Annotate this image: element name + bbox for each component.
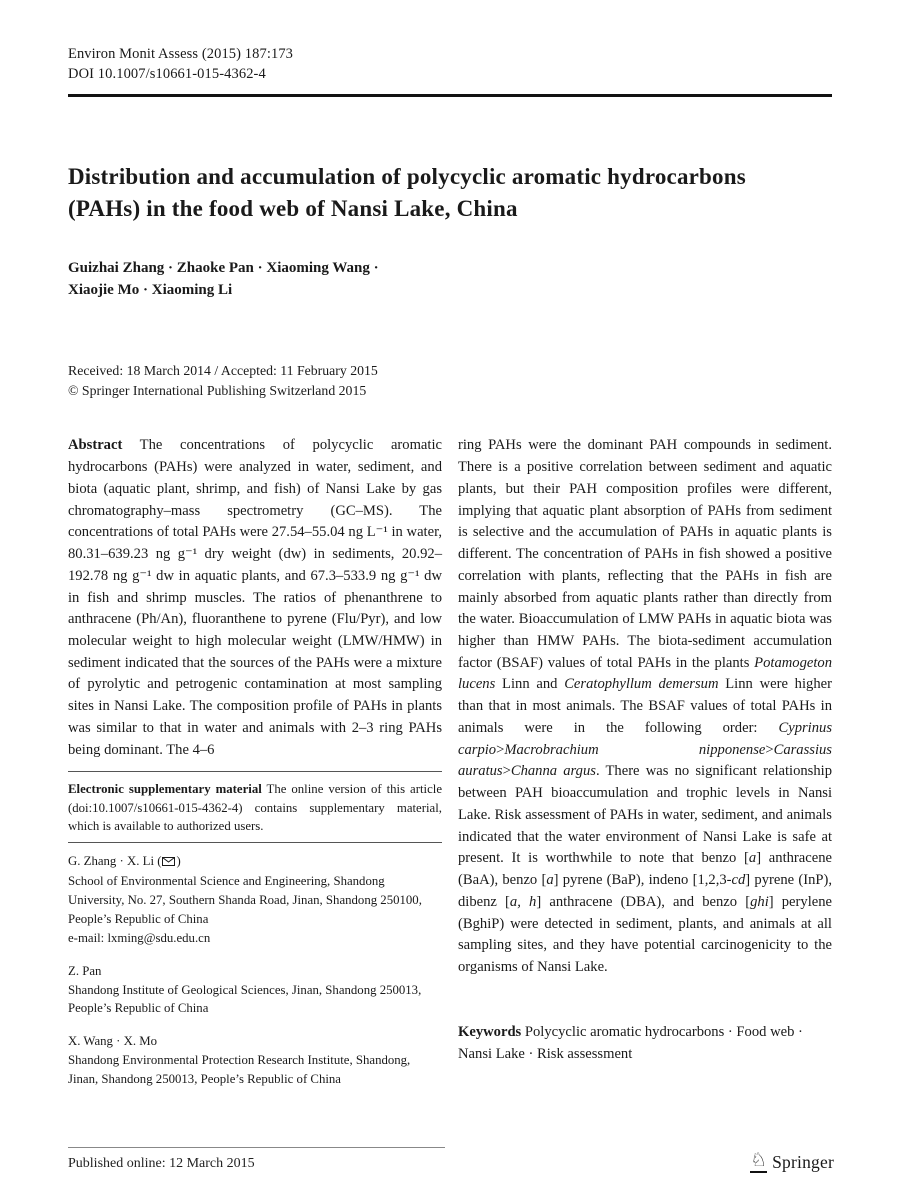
keywords-paragraph: Keywords Polycyclic aromatic hydrocarbons · Food web · Nansi Lake · Risk assessment: [458, 1023, 803, 1062]
journal-citation: Environ Monit Assess (2015) 187:173: [68, 46, 294, 62]
affiliation-1-email: e-mail: lxming@sdu.edu.cn: [68, 930, 211, 945]
received-accepted-line: Received: 18 March 2014 / Accepted: 11 February 2015: [68, 363, 378, 379]
right-column: [458, 435, 832, 1103]
article-title: Distribution and accumulation of polycyclic aromatic hydrocarbons (PAHs) in the food web of Nansi Lake, China: [68, 163, 746, 222]
affiliation-3-address: Shandong Environmental Protection Research Institute, Shandong, Jinan, Shandong 250013, People’s Republic of China: [68, 1053, 411, 1087]
left-column: [68, 435, 442, 1103]
affiliation-1-address: School of Environmental Science and Engineering, Shandong University, No. 27, Southern Shanda Road, Jinan, Shandong 250100, People’s Republic of China: [68, 873, 422, 926]
article-history: [68, 361, 832, 401]
affiliation-1-names-text: G. Zhang · X. Li (: [68, 853, 162, 868]
supplementary-material-note: Electronic supplementary material The online version of this article (doi:10.1007/s10661-015-4362-4) contains supplementary material, which is available to authorized users.: [68, 782, 443, 833]
affiliation-1-names-close: ): [176, 853, 181, 868]
copyright-line: © Springer International Publishing Switzerland 2015: [68, 383, 367, 399]
authors-line-1: Guizhai Zhang · Zhaoke Pan · Xiaoming Wang ·: [68, 259, 379, 276]
affiliations: [68, 852, 442, 1089]
springer-logo: [750, 1151, 834, 1173]
header-rule: [68, 94, 832, 97]
affiliation-2-names: Z. Pan: [68, 963, 102, 978]
envelope-icon: [162, 853, 175, 872]
affiliation-1-names: [68, 852, 442, 872]
affiliation-3-names: X. Wang · X. Mo: [68, 1034, 158, 1049]
affiliation-2-address: Shandong Institute of Geological Sciences, Jinan, Shandong 250013, People’s Republic of China: [68, 982, 422, 1016]
two-column-body: [68, 435, 832, 1103]
doi-line: DOI 10.1007/s10661-015-4362-4: [68, 66, 266, 83]
affiliation-1: [68, 852, 442, 948]
footnote-rule-bottom: [68, 842, 442, 843]
springer-knight-icon: ♘: [750, 1149, 768, 1171]
abstract-continued-paragraph: ring PAHs were the dominant PAH compounds in sediment. There is a positive correlation between sediment and aquatic plants, but their PAH composition profiles were different, implying that aquatic plant absorption of PAHs from sediment is selective and the accumulation of PAHs in aquatic plants is different. The concentration of PAHs in fish showed a positive correlation with plants, reflecting that the PAHs in fish are mainly absorbed from aquatic plants rather than directly from the water. Bioaccumulation of LMW PAHs in aquatic biota was higher than HMW PAHs. The biota-sediment accumulation factor (BSAF) values of total PAHs in the plants Potamogeton lucens Linn and Ceratophyllum demersum Linn were higher than that in most animals. The BSAF values of total PAHs in animals were in the following order: Cyprinus carpio>Macrobrachium nipponense>Carassius auratus>Channa argus. There was no significant relationship between PAH bioaccumulation and trophic levels in Nansi Lake. Risk assessment of PAHs in water, sediment, and animals indicated that the water environment of Nansi Lake is safe at present. It is worthwhile to note that benzo [a] anthracene (BaA), benzo [a] pyrene (BaP), indeno [1,2,3-cd] pyrene (InP), dibenz [a, h] anthracene (DBA), and benzo [ghi] perylene (BghiP) were detected in sediment, plants, and animals at all sampling sites, and they have potential carcinogenicity to the organisms of Nansi Lake.: [458, 437, 833, 976]
author-list: [68, 258, 832, 302]
affiliation-2: [68, 962, 442, 1019]
footnote-rule-top: [68, 771, 442, 772]
authors-line-2: Xiaojie Mo · Xiaoming Li: [68, 281, 233, 298]
abstract-paragraph: Abstract The concentrations of polycyclic aromatic hydrocarbons (PAHs) were analyzed in water, sediment, and biota (aquatic plant, shrimp, and fish) of Nansi Lake by gas chromatography–mass spectrometry (GC–MS). The concentrations of total PAHs were 27.54–55.04 ng L⁻¹ in water, 80.31–639.23 ng g⁻¹ dry weight (dw) in sediments, 20.92–192.78 ng g⁻¹ dw in aquatic plants, and 67.3–533.9 ng g⁻¹ dw in fish and shrimp muscles. The ratios of phenanthrene to anthracene (Ph/An), fluoranthene to pyrene (Flu/Pyr), and low molecular weight to high molecular weight (LMW/HMW) in sediment indicated that the sources of the PAHs were a mixture of pyrolytic and petrogenic contamination at most sampling sites in Nansi Lake. The composition profile of PAHs in plants was similar to that in water and animals with 2–3 ring PAHs being dominant. The 4–6: [68, 437, 442, 758]
affiliation-3: [68, 1032, 442, 1089]
published-online-line: Published online: 12 March 2015: [68, 1156, 255, 1171]
footer-rule: [68, 1147, 445, 1148]
springer-wordmark: Springer: [772, 1151, 834, 1172]
